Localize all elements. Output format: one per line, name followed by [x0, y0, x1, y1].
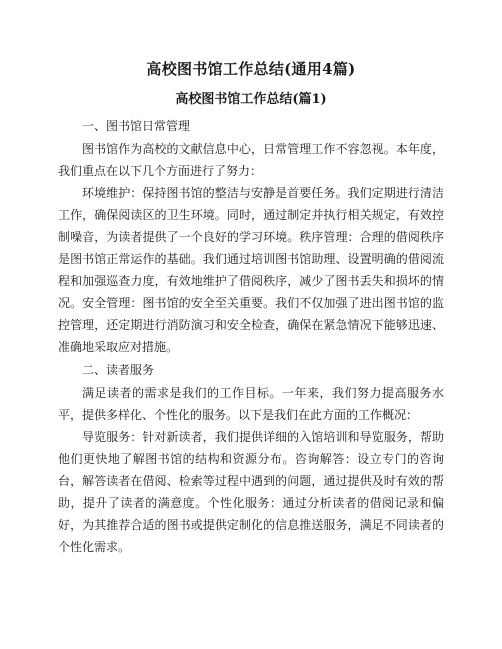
paragraph: 导览服务：针对新读者，我们提供详细的入馆培训和导览服务，帮助他们更快地了解图书馆的结构和资源分布。咨询解答：设立专门的咨询台，解答读者在借阅、检索等过程中遇到的问题，通过提供及时有效的帮助，提升了读者的满意度。个性化服务：通过分析读者的借阅记录和偏好，为其推荐合适的图书或提供定制化的信息推送服务，满足不同读者的个性化需求。 [58, 430, 444, 554]
article-subtitle: 高校图书馆工作总结(篇1) [175, 92, 327, 107]
section-daily-management [58, 114, 444, 358]
paragraph: 满足读者的需求是我们的工作目标。一年来，我们努力提高服务水平，提供多样化、个性化的服务。以下是我们在此方面的工作概况： [58, 386, 444, 422]
paragraph: 图书馆作为高校的文献信息中心，日常管理工作不容忽视。本年度，我们重点在以下几个方面进行了努力： [58, 142, 444, 178]
section-heading: 一、图书馆日常管理 [82, 119, 191, 133]
section-heading: 二、读者服务 [82, 363, 155, 377]
paragraph: 环境维护：保持图书馆的整洁与安静是首要任务。我们定期进行清洁工作，确保阅读区的卫生环境。同时，通过制定并执行相关规定，有效控制噪音，为读者提供了一个良好的学习环境。秩序管理：合理的借阅秩序是图书馆正常运作的基础。我们通过培训图书馆助理、设置明确的借阅流程和加强巡查力度，有效地维护了借阅秩序，减少了图书丢失和损坏的情况。安全管理：图书馆的安全至关重要。我们不仅加强了进出图书馆的监控管理，还定期进行消防演习和安全检查，确保在紧急情况下能够迅速、准确地采取应对措施。 [58, 186, 444, 354]
section-reader-services [58, 358, 444, 558]
document-title: 高校图书馆工作总结(通用4篇) [146, 60, 356, 78]
